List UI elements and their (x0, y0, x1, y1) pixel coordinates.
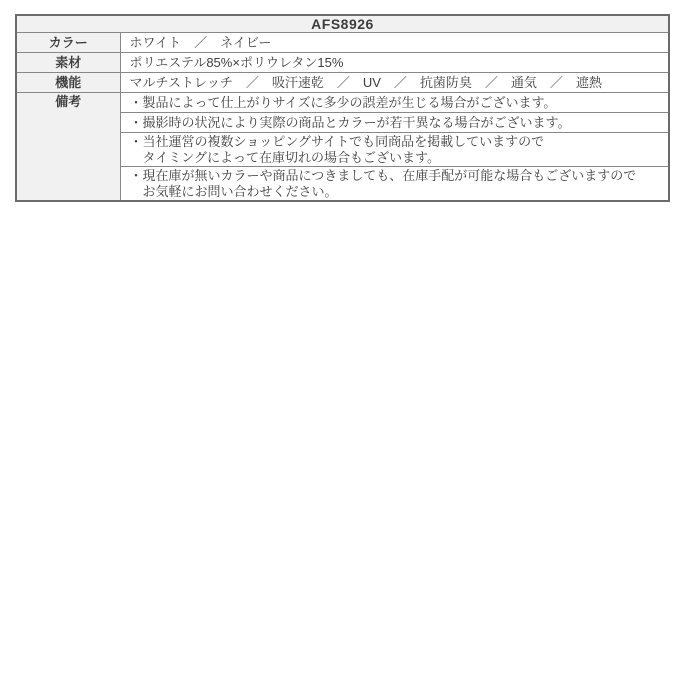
remark-line: ・製品によって仕上がりサイズに多少の誤差が生じる場合がございます。 (129, 94, 557, 110)
remark-line: ・当社運営の複数ショッピングサイトでも同商品を掲載していますので (129, 134, 545, 149)
remark-line-continuation: タイミングによって在庫切れの場合もございます。 (142, 149, 440, 165)
table-row (16, 15, 669, 33)
table-row (16, 53, 669, 73)
remark-line-continuation: お気軽にお問い合わせください。 (142, 183, 338, 199)
product-code-header: AFS8926 (16, 15, 669, 33)
remark-cell (120, 113, 669, 133)
table-row (16, 93, 669, 113)
row-value-function: マルチストレッチ ／ 吸汗速乾 ／ UV ／ 抗菌防臭 ／ 通気 ／ 遮熱 (120, 73, 669, 93)
row-label-remarks: 備考 (16, 93, 120, 202)
spec-table (15, 14, 670, 202)
row-value-material: ポリエステル85%×ポリウレタン15% (120, 53, 669, 73)
remark-cell (120, 167, 669, 202)
row-label-color: カラー (16, 33, 120, 53)
row-label-function: 機能 (16, 73, 120, 93)
remark-line: ・現在庫が無いカラーや商品につきましても、在庫手配が可能な場合もございますので (129, 168, 637, 183)
table-row (16, 73, 669, 93)
row-label-material: 素材 (16, 53, 120, 73)
product-spec-section (15, 14, 670, 202)
table-row (16, 33, 669, 53)
remark-line: ・撮影時の状況により実際の商品とカラーが若干異なる場合がございます。 (129, 114, 571, 130)
row-value-color: ホワイト ／ ネイビー (120, 33, 669, 53)
remark-cell (120, 93, 669, 113)
remark-cell (120, 133, 669, 167)
